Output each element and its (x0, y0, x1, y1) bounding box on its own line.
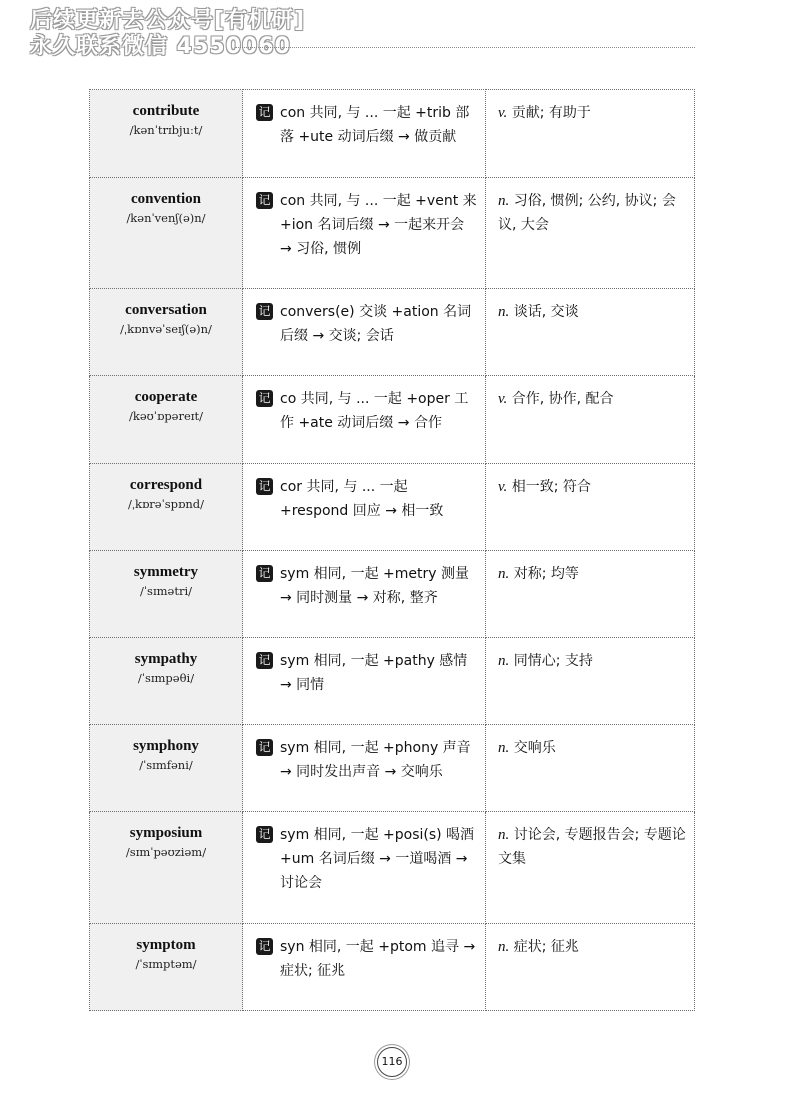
mnemonic-cell (243, 551, 486, 638)
table-row (90, 178, 695, 289)
mnemonic-text: cor 共同, 与 ... 一起 +respond 回应 → 相一致 (280, 479, 444, 519)
part-of-speech: n. (498, 740, 510, 756)
table-row (90, 551, 695, 638)
mnemonic-text: sym 相同, 一起 +phony 声音 → 同时发出声音 → 交响乐 (280, 740, 471, 780)
header-divider (235, 47, 695, 48)
word-cell (90, 924, 243, 1011)
word-cell (90, 725, 243, 812)
table-row (90, 924, 695, 1011)
definition-text: 交响乐 (513, 740, 556, 756)
headword: symptom (136, 937, 196, 953)
mnemonic-cell (243, 464, 486, 551)
mnemonic-cell (243, 812, 486, 924)
definition-text: 相一致; 符合 (511, 479, 591, 495)
headword: cooperate (134, 389, 198, 405)
word-cell (90, 90, 243, 178)
memory-icon: 记 (256, 104, 273, 121)
definition-cell (486, 638, 695, 725)
headword: sympathy (134, 651, 198, 667)
phonetic: /kəʊˈɒpəreɪt/ (129, 409, 203, 423)
mnemonic-cell (243, 289, 486, 376)
memory-icon: 记 (256, 303, 273, 320)
phonetic: /ˈsɪmətri/ (140, 584, 192, 598)
definition-cell (486, 924, 695, 1011)
phonetic: /kənˈvenʃ(ə)n/ (126, 211, 206, 225)
definition-text: 贡献; 有助于 (511, 105, 591, 121)
table-row (90, 376, 695, 464)
headword: contribute (132, 103, 200, 119)
watermark-line-1: 后续更新去公众号[有机研] (30, 8, 306, 33)
part-of-speech: n. (498, 566, 510, 582)
part-of-speech: n. (498, 193, 510, 209)
part-of-speech: v. (498, 105, 508, 121)
mnemonic-cell (243, 638, 486, 725)
definition-cell (486, 812, 695, 924)
definition-cell (486, 376, 695, 464)
headword: symmetry (133, 564, 199, 580)
mnemonic-text: con 共同, 与 ... 一起 +trib 部落 +ute 动词后缀 → 做贡献 (280, 105, 470, 145)
part-of-speech: n. (498, 827, 510, 843)
memory-icon: 记 (256, 390, 273, 407)
phonetic: /kənˈtrɪbjuːt/ (129, 123, 203, 137)
table-row (90, 812, 695, 924)
watermark-line-2: 永久联系微信 4550060 (30, 34, 291, 59)
mnemonic-cell (243, 178, 486, 289)
definition-text: 讨论会, 专题报告会; 专题论文集 (498, 827, 686, 867)
definition-cell (486, 289, 695, 376)
memory-icon: 记 (256, 739, 273, 756)
definition-text: 合作, 协作, 配合 (511, 391, 614, 407)
mnemonic-text: co 共同, 与 ... 一起 +oper 工作 +ate 动词后缀 → 合作 (280, 391, 469, 431)
mnemonic-text: con 共同, 与 ... 一起 +vent 来 +ion 名词后缀 → 一起来开会 → 习俗, 惯例 (280, 193, 477, 257)
memory-icon: 记 (256, 652, 273, 669)
definition-text: 症状; 征兆 (513, 939, 579, 955)
word-cell (90, 289, 243, 376)
definition-cell (486, 90, 695, 178)
word-cell (90, 376, 243, 464)
table-row (90, 289, 695, 376)
definition-cell (486, 464, 695, 551)
headword: correspond (129, 477, 203, 493)
part-of-speech: n. (498, 304, 510, 320)
memory-icon: 记 (256, 478, 273, 495)
word-cell (90, 812, 243, 924)
definition-text: 对称; 均等 (513, 566, 579, 582)
definition-text: 同情心; 支持 (513, 653, 593, 669)
mnemonic-cell (243, 90, 486, 178)
phonetic: /ˌkɒnvəˈseɪʃ(ə)n/ (120, 322, 212, 336)
part-of-speech: v. (498, 479, 508, 495)
phonetic: /sɪmˈpəʊziəm/ (125, 845, 207, 859)
word-cell (90, 178, 243, 289)
word-cell (90, 551, 243, 638)
mnemonic-cell (243, 725, 486, 812)
mnemonic-text: sym 相同, 一起 +pathy 感情 → 同情 (280, 653, 468, 693)
page-number: 116 (377, 1047, 407, 1077)
mnemonic-text: sym 相同, 一起 +posi(s) 喝酒 +um 名词后缀 → 一道喝酒 → 讨论会 (280, 827, 475, 891)
word-cell (90, 464, 243, 551)
table-row (90, 90, 695, 178)
part-of-speech: n. (498, 939, 510, 955)
headword: convention (130, 191, 201, 207)
headword: symposium (129, 825, 203, 841)
phonetic: /ˌkɒrəˈspɒnd/ (127, 497, 205, 511)
definition-text: 习俗, 惯例; 公约, 协议; 会议, 大会 (498, 193, 676, 233)
headword: symphony (133, 738, 199, 754)
definition-cell (486, 725, 695, 812)
table-row (90, 638, 695, 725)
table-row (90, 464, 695, 551)
mnemonic-cell (243, 376, 486, 464)
memory-icon: 记 (256, 826, 273, 843)
mnemonic-text: convers(e) 交谈 +ation 名词后缀 → 交谈; 会话 (280, 304, 472, 344)
memory-icon: 记 (256, 192, 273, 209)
definition-cell (486, 551, 695, 638)
part-of-speech: n. (498, 653, 510, 669)
mnemonic-text: syn 相同, 一起 +ptom 追寻 → 症状; 征兆 (280, 939, 476, 979)
headword: conversation (125, 302, 207, 318)
mnemonic-text: sym 相同, 一起 +metry 测量 → 同时测量 → 对称, 整齐 (280, 566, 469, 606)
mnemonic-cell (243, 924, 486, 1011)
phonetic: /ˈsɪmfəni/ (139, 758, 193, 772)
part-of-speech: v. (498, 391, 508, 407)
definition-cell (486, 178, 695, 289)
phonetic: /ˈsɪmpəθi/ (137, 671, 195, 685)
table-row (90, 725, 695, 812)
watermark (30, 8, 305, 60)
phonetic: /ˈsɪmptəm/ (135, 957, 197, 971)
memory-icon: 记 (256, 938, 273, 955)
word-cell (90, 638, 243, 725)
definition-text: 谈话, 交谈 (513, 304, 579, 320)
memory-icon: 记 (256, 565, 273, 582)
vocabulary-table (89, 89, 695, 1011)
